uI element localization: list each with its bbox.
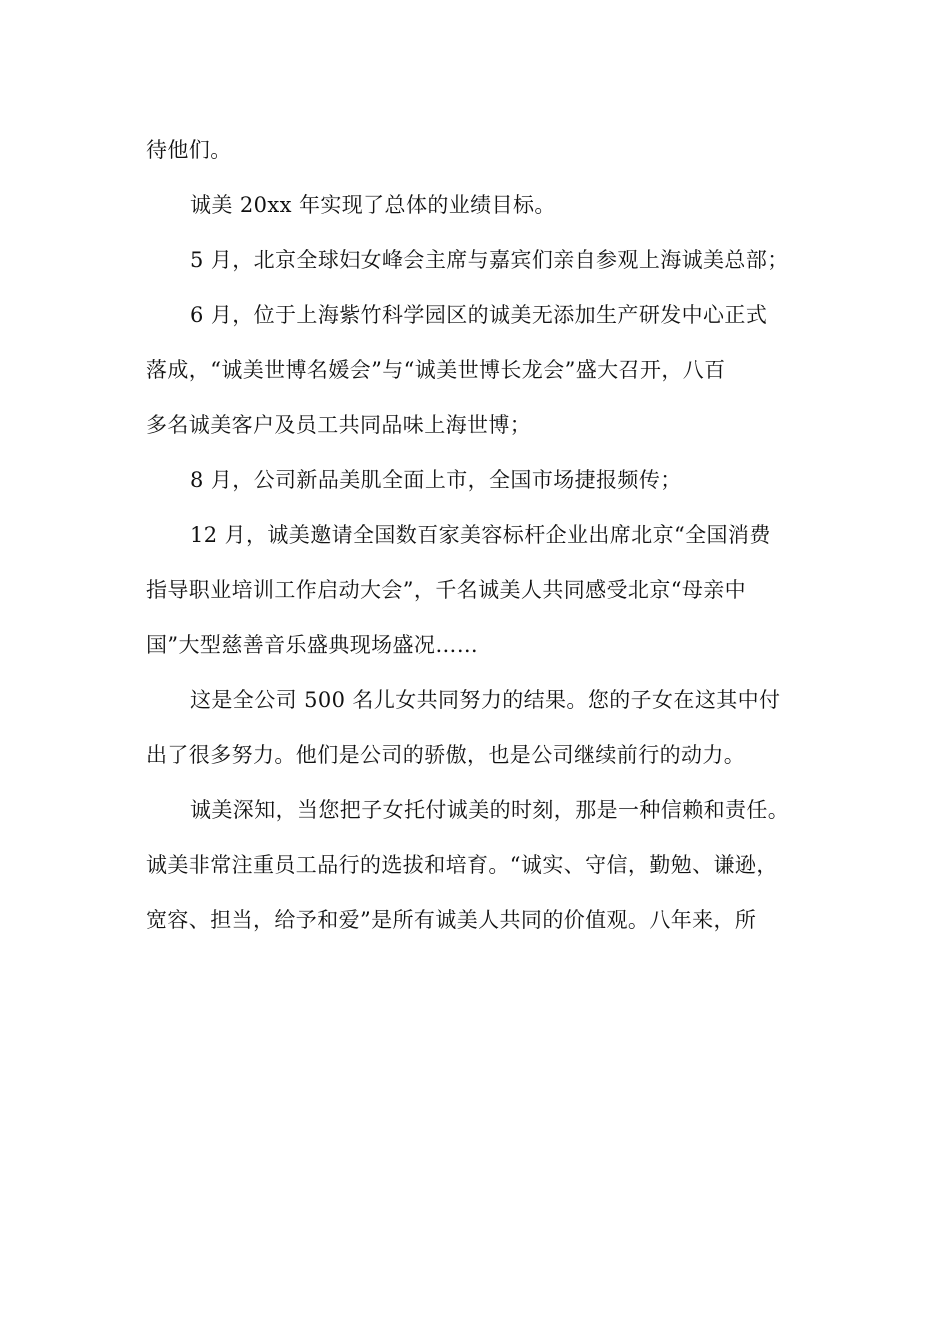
paragraph-line: 诚美 20xx 年实现了总体的业绩目标。 <box>190 193 556 217</box>
paragraph-line: 6 月，位于上海紫竹科学园区的诚美无添加生产研发中心正式 <box>190 303 768 327</box>
paragraph-line: 诚美深知，当您把子女托付诚美的时刻，那是一种信赖和责任。 <box>190 798 790 822</box>
text-line: 出了很多努力。他们是公司的骄傲，也是公司继续前行的动力。 <box>146 743 746 767</box>
paragraph-line: 8 月，公司新品美肌全面上市，全国市场捷报频传； <box>190 468 682 492</box>
text-line: 诚美非常注重员工品行的选拔和培育。“诚实、守信，勤勉、谦逊， <box>146 853 778 877</box>
paragraph-line: 12 月，诚美邀请全国数百家美容标杆企业出席北京“全国消费 <box>190 523 771 547</box>
text-line: 指导职业培训工作启动大会”，千名诚美人共同感受北京“母亲中 <box>146 578 747 602</box>
text-line: 待他们。 <box>146 138 232 162</box>
text-line: 国”大型慈善音乐盛典现场盛况…… <box>146 633 479 657</box>
paragraph-line: 这是全公司 500 名儿女共同努力的结果。您的子女在这其中付 <box>190 688 781 712</box>
text-line: 宽容、担当，给予和爱”是所有诚美人共同的价值观。八年来，所 <box>146 908 757 932</box>
paragraph-line: 5 月，北京全球妇女峰会主席与嘉宾们亲自参观上海诚美总部； <box>190 248 789 272</box>
text-line: 多名诚美客户及员工共同品味上海世博； <box>146 413 532 437</box>
text-line: 落成，“诚美世博名媛会”与“诚美世博长龙会”盛大召开，八百 <box>146 358 726 382</box>
